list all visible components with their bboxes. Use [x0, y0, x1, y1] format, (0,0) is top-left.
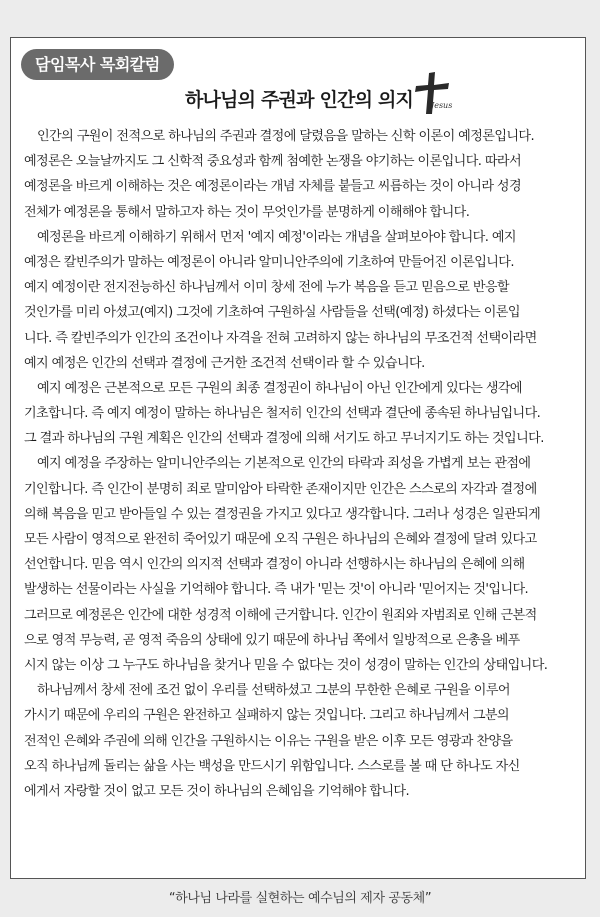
paragraph-line: 의해 복음을 믿고 받아들일 수 있는 결정권을 가지고 있다고 생각합니다. 그러나 성경은 일관되게 [24, 506, 541, 522]
paragraph-line: 예정론을 바르게 이해하기 위해서 먼저 '예지 예정'이라는 개념을 살펴보아야 합니다. 예지 [37, 229, 516, 245]
column-body [24, 124, 576, 804]
paragraph-line: 선언합니다. 믿음 역시 인간의 의지적 선택과 결정이 아니라 선행하시는 하나님의 은혜에 의해 [24, 557, 525, 573]
paragraph-line: 예정론을 바르게 이해하는 것은 예정론이라는 개념 자체를 붙들고 씨름하는 것이 아니라 성경 [24, 179, 522, 195]
paragraph-line: 기인합니다. 즉 인간이 분명히 죄로 말미암아 타락한 존재이지만 인간은 스스로의 자각과 결정에 [24, 481, 537, 497]
paragraph-line: 발생하는 선물이라는 사실을 기억해야 합니다. 즉 내가 '믿는 것'이 아니라 '믿어지는 것'입니다. [24, 582, 529, 598]
paragraph-line: 예지 예정을 주장하는 알미니안주의는 기본적으로 인간의 타락과 죄성을 가볍게 보는 관점에 [37, 456, 531, 472]
paragraph-line: 시지 않는 이상 그 누구도 하나님을 찾거나 믿을 수 없다는 것이 성경이 말하는 인간의 상태입니다. [24, 657, 548, 673]
paragraph [24, 451, 576, 678]
paragraph-line: 예정은 칼빈주의가 말하는 예정론이 아니라 알미니안주의에 기초하여 만들어진 이론입니다. [24, 254, 514, 270]
column-title: 하나님의 주권과 인간의 의지 [184, 89, 414, 111]
paragraph-line: 기초합니다. 즉 예지 예정이 말하는 하나님은 철저히 인간의 선택과 결단에 종속된 하나님입니다. [24, 406, 541, 422]
paragraph-line: 예지 예정이란 전지전능하신 하나님께서 이미 창세 전에 누가 복음을 듣고 믿음으로 반응할 [24, 280, 509, 296]
paragraph-line: 전체가 예정론을 통해서 말하고자 하는 것이 무엇인가를 분명하게 이해해야 합니다. [24, 204, 470, 220]
paragraph-line: 모든 사람이 영적으로 완전히 죽어있기 때문에 오직 구원은 하나님의 은혜와 결정에 달려 있다고 [24, 532, 537, 547]
paragraph-line: 예정론은 오늘날까지도 그 신학적 중요성과 함께 첨예한 논쟁을 야기하는 이론입니다. 따라서 [24, 154, 522, 170]
column-frame [10, 37, 586, 879]
paragraph-line: 니다. 즉 칼빈주의가 인간의 조건이나 자격을 전혀 고려하지 않는 하나님의 무조건적 선택이라면 [24, 330, 537, 346]
title-row [11, 85, 587, 112]
church-motto: “하나님 나라를 실현하는 예수님의 제자 공동체” [168, 891, 432, 906]
paragraph-line: 예지 예정은 인간의 선택과 결정에 근거한 조건적 선택이라 할 수 있습니다. [24, 355, 425, 371]
paragraph-line: 것인가를 미리 아셨고(예지) 그것에 기초하여 구원하실 사람들을 선택(예정) 하셨다는 이론입 [24, 305, 520, 321]
paragraph [24, 124, 576, 225]
column-badge: 담임목사 목회칼럼 [21, 49, 174, 80]
paragraph-line: 으로 영적 무능력, 곧 영적 죽음의 상태에 있기 때문에 하나님 쪽에서 일방적으로 은총을 베푸 [24, 632, 520, 648]
paragraph-line: 그 결과 하나님의 구원 계획은 인간의 선택과 결정에 의해 서기도 하고 무너지기도 하는 것입니다. [24, 431, 544, 447]
paragraph-line: 에게서 자랑할 것이 없고 모든 것이 하나님의 은혜임을 기억해야 합니다. [24, 783, 410, 799]
paragraph-line: 오직 하나님께 돌리는 삶을 사는 백성을 만드시기 위함입니다. 스스로를 볼 때 단 하나도 자신 [24, 758, 520, 774]
paragraph-line: 인간의 구원이 전적으로 하나님의 주권과 결정에 달렸음을 말하는 신학 이론이 예정론입니다. [37, 129, 535, 144]
paragraph [24, 376, 576, 452]
jesus-logo-text: Jesus [431, 101, 453, 110]
paragraph-line: 예지 예정은 근본적으로 모든 구원의 최종 결정권이 하나님이 아닌 인간에게 있다는 생각에 [37, 380, 522, 396]
paragraph-line: 가시기 때문에 우리의 구원은 완전하고 실패하지 않는 것입니다. 그리고 하나님께서 그분의 [24, 708, 509, 724]
paragraph [24, 678, 576, 804]
paragraph-line: 전적인 은혜와 주권에 의해 인간을 구원하시는 이유는 구원을 받은 이후 모든 영광과 찬양을 [24, 733, 513, 749]
paragraph-line: 그러므로 예정론은 인간에 대한 성경적 이해에 근거합니다. 인간이 원죄와 자범죄로 인해 근본적 [24, 607, 537, 623]
paragraph [24, 225, 576, 376]
paragraph-line: 하나님께서 창세 전에 조건 없이 우리를 선택하셨고 그분의 무한한 은혜로 구원을 이루어 [37, 683, 510, 699]
